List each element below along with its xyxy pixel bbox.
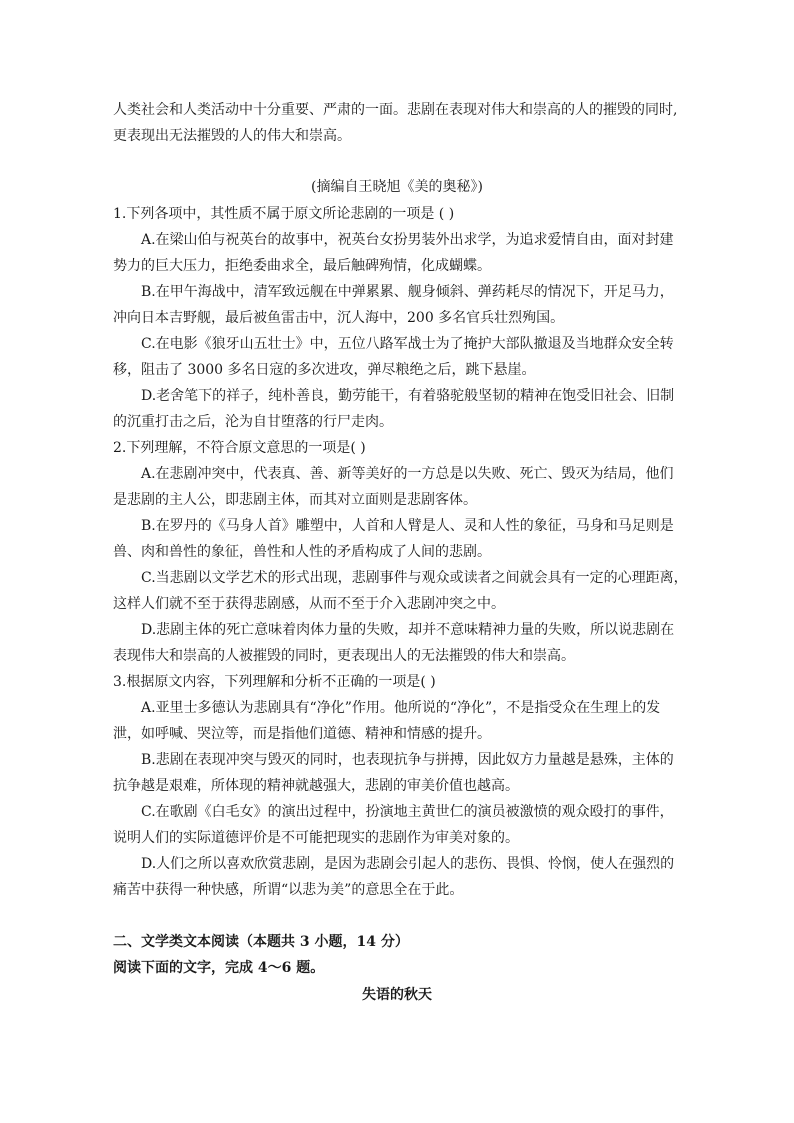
section-2-instruction: 阅读下面的文字，完成 4～6 题。	[113, 960, 325, 976]
q3-option-c-line2: 说明人们的实际道德评价是不可能把现实的悲剧作为审美对象的。	[113, 830, 519, 846]
q2-option-b-line2: 兽、肉和兽性的象征，兽性和人性的矛盾构成了人间的悲剧。	[113, 544, 491, 560]
q3-option-d-line1: D.人们之所以喜欢欣赏悲剧，是因为悲剧会引起人的悲伤、畏惧、怜悯，使人在强烈的	[141, 856, 675, 872]
source-citation: (摘编自王晓旭《美的奥秘》)	[311, 179, 483, 195]
q1-option-b-line1: B.在甲午海战中，清军致远舰在中弹累累、舰身倾斜、弹药耗尽的情况下，开足马力，	[141, 284, 674, 300]
q1-option-d-line1: D.老舍笔下的祥子，纯朴善良，勤劳能干，有着骆驼般坚韧的精神在饱受旧社会、旧制	[141, 388, 675, 404]
intro-line-1: 人类社会和人类活动中十分重要、严肃的一面。悲剧在表现对伟大和崇高的人的摧毁的同时,	[113, 102, 678, 118]
q1-option-d-line2: 的沉重打击之后，沦为自甘堕落的行尸走肉。	[113, 414, 393, 430]
q2-option-d-line2: 表现伟大和崇高的人被摧毁的同时，更表现出人的无法摧毁的伟大和崇高。	[113, 648, 575, 664]
question-1-stem: 1.下列各项中，其性质不属于原文所论悲剧的一项是 ( )	[113, 206, 455, 222]
q3-option-a-line2: 泄，如呼喊、哭泣等，而是指他们道德、精神和情感的提升。	[113, 726, 491, 742]
intro-line-2: 更表现出无法摧毁的人的伟大和崇高。	[113, 128, 351, 144]
q1-option-c-line1: C.在电影《狼牙山五壮士》中，五位八路军战士为了掩护大部队撤退及当地群众安全转	[141, 336, 674, 352]
q3-option-a-line1: A.亚里士多德认为悲剧具有“净化”作用。他所说的“净化”，不是指受众在生理上的发	[141, 700, 661, 716]
q1-option-b-line2: 冲向日本吉野舰，最后被鱼雷击中，沉人海中，200 多名官兵壮烈殉国。	[113, 310, 565, 326]
passage-title: 失语的秋天	[362, 987, 432, 1003]
q2-option-a-line1: A.在悲剧冲突中，代表真、善、新等美好的一方总是以失败、死亡、毁灭为结局，他们	[141, 466, 674, 482]
q2-option-d-line1: D.悲剧主体的死亡意味着肉体力量的失败，却并不意味精神力量的失败，所以说悲剧在	[141, 622, 675, 638]
q2-option-a-line2: 是悲剧的主人公，即悲剧主体，而其对立面则是悲剧客体。	[113, 492, 477, 508]
question-2-stem: 2.下列理解，不符合原文意思的一项是( )	[113, 440, 366, 456]
question-3-stem: 3.根据原文内容，下列理解和分析不正确的一项是( )	[113, 674, 436, 690]
q2-option-c-line1: C.当悲剧以文学艺术的形式出现，悲剧事件与观众或读者之间就会具有一定的心理距离，	[141, 570, 688, 586]
q3-option-c-line1: C.在歌剧《白毛女》的演出过程中，扮演地主黄世仁的演员被激愤的观众殴打的事件，	[141, 804, 674, 820]
q1-option-a-line2: 势力的巨大压力，拒绝委曲求全，最后触碑殉情，化成蝴蝶。	[113, 258, 491, 274]
q2-option-b-line1: B.在罗丹的《马身人首》雕塑中，人首和人臂是人、灵和人性的象征，马身和马足则是	[141, 518, 674, 534]
q1-option-a-line1: A.在梁山伯与祝英台的故事中，祝英台女扮男装外出求学，为追求爱情自由，面对封建	[141, 232, 674, 248]
q2-option-c-line2: 这样人们就不至于获得悲剧感，从而不至于介入悲剧冲突之中。	[113, 596, 505, 612]
q3-option-b-line2: 抗争越是艰难，所体现的精神就越强大，悲剧的审美价值也越高。	[113, 778, 519, 794]
q1-option-c-line2: 移，阻击了 3000 多名日寇的多次进攻，弹尽粮绝之后，跳下悬崖。	[113, 362, 536, 378]
q3-option-d-line2: 痛苦中获得一种快感，所谓“以悲为美”的意思全在于此。	[113, 882, 464, 898]
section-2-heading: 二、文学类文本阅读（本题共 3 小题，14 分）	[113, 934, 409, 950]
q3-option-b-line1: B.悲剧在表现冲突与毁灭的同时，也表现抗争与拼搏，因此奴方力量越是悬殊，主体的	[141, 752, 674, 768]
